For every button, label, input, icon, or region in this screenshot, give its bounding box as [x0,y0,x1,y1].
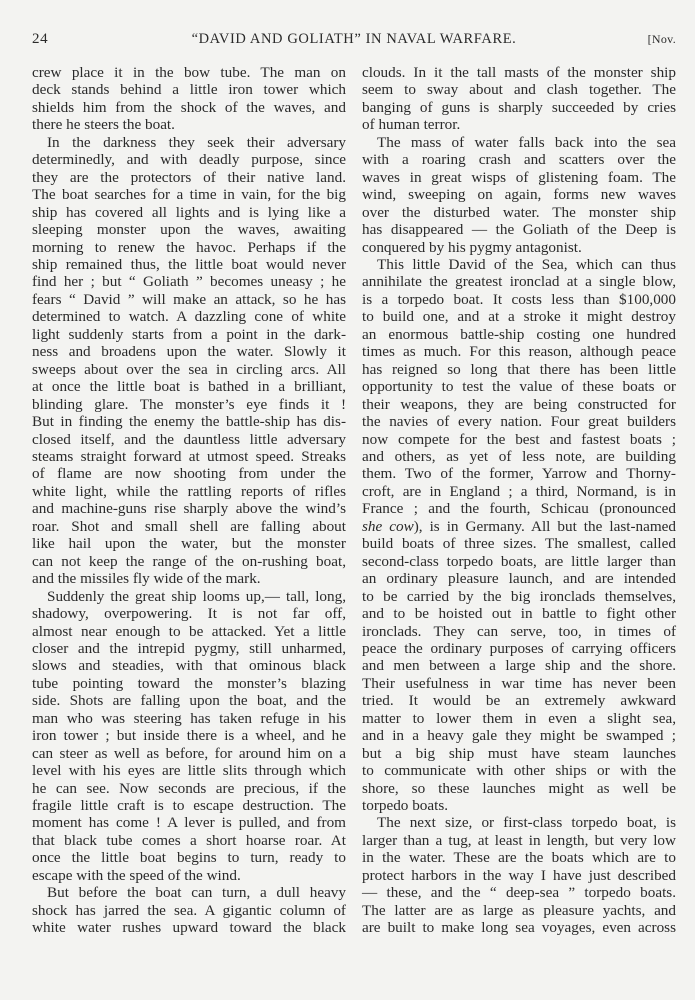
text-line: seem to sway about and clash together. The [362,81,676,99]
text-line: conquered by his pygmy antagonist. [362,238,582,256]
text-line: and to be hoisted out in battle to fight other [362,605,676,623]
text-line: their weapons, they are being constructed for [362,395,676,413]
text-line: like hail upon the water, but the monster [32,535,346,553]
text-line: croft, are in England ; a third, Normand, is in [362,482,676,500]
text-line: blinding glare. The monster’s eye finds it ! [32,395,346,413]
text-line: at once the little boat is bathed in a brilliant, [32,378,346,396]
text-line: determinedly, and with deadly purpose, since [32,151,346,169]
text-line: build boats of three sizes. The smallest, called [362,535,676,553]
text-line: opportunity to test the value of these boats or [362,378,676,396]
text-line: an ordinary pleasure launch, and are intended [362,570,676,588]
text-line: crew place it in the bow tube. The man on [32,64,346,81]
text-line: shields him from the shock of the waves, and [32,98,346,116]
text-line: In the darkness they seek their adversary [47,133,346,151]
text-line: The boat searches for a time in vain, for the big [32,186,346,204]
text-line: slows and steadies, with that ominous black [32,657,346,675]
text-line: shock has jarred the sea. A gigantic column of [32,901,346,919]
paragraph [362,256,676,815]
text-line: morning to renew the havoc. Perhaps if the [32,238,346,256]
text-line: man who was steering has taken refuge in his [32,709,346,727]
text-line: sleeping monster upon the waves, awaiting [32,221,346,239]
text-line: them. Two of the former, Yarrow and Thorny- [362,465,676,483]
text-line: an enormous battle-ship costing one hundred [362,325,676,343]
text-line: level with his eyes are little slits through which [32,762,346,780]
text-line: to build one, and at a stroke it might destroy [362,308,676,326]
text-line: they are the protectors of their native land. [32,168,346,186]
text-line: France ; and the fourth, Schicau (pronounced [362,500,676,518]
text-line: — these, and the “ deep-sea ” torpedo boats. [362,884,676,902]
text-line: can steer as well as before, for around him on a [32,744,346,762]
text-line: steams straight forward at utmost speed. Streaks [32,447,346,465]
text-line: clouds. In it the tall masts of the monster ship [362,64,676,81]
text-line: annihilate the greatest ironclad at a single blow, [362,273,676,291]
text-line: white light, while the rattling reports of rifles [32,482,346,500]
text-line: can not keep the range of the on-rushing boat, [32,552,346,570]
text-line: and others, as yet of less note, are building [362,447,676,465]
text-line: and in a heavy gale they might be swamped ; [362,727,676,745]
text-line: The next size, or first-class torpedo boat, is [377,814,676,832]
paragraph [32,134,346,588]
paragraph [362,64,676,134]
text-line: Suddenly the great ship looms up,— tall, long, [47,587,346,605]
text-line: matter to lower them in even a slight sea, [362,709,676,727]
text-line: The latter are as large as pleasure yachts, and [362,901,676,919]
text-line: shore, so these launches might as well be [362,779,676,797]
italic-phrase: she cow [362,517,414,535]
text-line: but a big ship must have steam launches [362,744,676,762]
text-line: banging of guns is sharply succeeded by cries [362,98,676,116]
issue-month: [Nov. [647,32,676,46]
text-line: light suddenly starts from a point in the dark- [32,325,346,343]
text-line: with a roaring crash and scatters over the [362,151,676,169]
text-line: ness and broadens upon the water. Slowly it [32,343,346,361]
text-line: This little David of the Sea, which can thus [377,255,676,273]
text-line: ship has covered all lights and is lying like a [32,203,346,221]
text-line: the navies of every nation. Four great builders [362,413,676,431]
right-column [362,64,676,937]
text-line: peace the ordinary purposes of carrying officers [362,639,676,657]
text-line: almost near enough to be attacked. Yet a little [32,622,346,640]
text-line: determined to watch. A dazzling cone of white [32,308,346,326]
text-line: to be carried by the big ironclads themselves, [362,587,676,605]
text-line: to communicate with other ships or with the [362,762,676,780]
text-line: closer and the intrepid pygmy, still unharmed, [32,639,346,657]
left-column [32,64,346,937]
text-line: tried. It would be an extremely awkward [362,692,676,710]
text-line: roar. Shot and small shell are falling about [32,517,346,535]
text-line: second-class torpedo boats, are little larger than [362,552,676,570]
text-line: and machine-guns rise sharply above the wind’s [32,500,346,518]
text-line: But before the boat can turn, a dull heavy [47,884,346,902]
running-head [32,31,676,51]
text-line: and men between a large ship and the shore. [362,657,676,675]
paragraph [32,64,346,134]
text-line: has disappeared — the Goliath of the Deep is [362,221,676,239]
text-line: escape with the speed of the wind. [32,866,241,884]
text-line: The mass of water falls back into the sea [377,133,676,151]
text-line: ship remained thus, the little boat would never [32,255,346,273]
text-line: white water rushes upward toward the black [32,919,346,937]
text-line: wind, sweeping on again, forms new waves [362,186,676,204]
text-line: that black tube comes a short hoarse roar. At [32,831,346,849]
text-line: once the little boat begins to turn, ready to [32,849,346,867]
text-line: is a torpedo boat. It costs less than $100,000 [362,290,676,308]
text-line: find her ; but “ Goliath ” becomes uneasy ; he [32,273,346,291]
text-line: closed itself, and the dauntless little adversary [32,430,346,448]
text-line: But in finding the enemy the battle-ship has dis- [32,413,346,431]
text-line: shadowy, overpowering. It is not far off, [32,605,346,623]
text-line: of flame are now shooting from under the [32,465,346,483]
text-line: deck stands behind a little iron tower which [32,81,346,99]
page-number: 24 [32,31,49,47]
text-line: tube pointing toward the monster’s blazing [32,674,346,692]
text-line: side. Shots are falling upon the boat, and the [32,692,346,710]
paragraph [32,588,346,885]
text-line: are built to make long sea voyages, even across [362,919,676,937]
text-line: in the water. These are the boats which are to [362,849,676,867]
article-title: “DAVID AND GOLIATH” IN NAVAL WARFARE. [191,31,517,47]
text-line: fragile little craft is to escape destruction. The [32,797,346,815]
text-line: there he steers the boat. [32,116,175,134]
text-line: and the missiles fly wide of the mark. [32,570,261,588]
text-line: she cow), is in Germany. All but the last-named [362,517,676,535]
text-line: times as much. For this reason, although peace [362,343,676,361]
text-line: iron tower ; but inside there is a wheel, and he [32,727,346,745]
text-line: he can see. Now seconds are precious, if the [32,779,346,797]
text-line: larger than a tug, at least in length, but very low [362,831,676,849]
text-line: Their usefulness in war time has never been [362,674,676,692]
text-line: protect harbors in the way I have just described [362,866,676,884]
text-line: sweeps about over the sea in circling arcs. All [32,360,346,378]
paragraph [362,814,676,936]
text-line: of human terror. [362,116,461,134]
text-line: over the disturbed water. The monster ship [362,203,676,221]
text-line: moment has come ! A lever is pulled, and from [32,814,346,832]
text-line: has reigned so long that there has been little [362,360,676,378]
text-line: torpedo boats. [362,797,449,815]
text-line: now compete for the best and fastest boats ; [362,430,676,448]
text-line: fears “ David ” will make an attack, so he has [32,290,346,308]
text-line: waves in great wisps of glistening foam. The [362,168,676,186]
paragraph [32,884,346,936]
text-line: ironclads. They can serve, too, in times of [362,622,676,640]
paragraph [362,134,676,256]
